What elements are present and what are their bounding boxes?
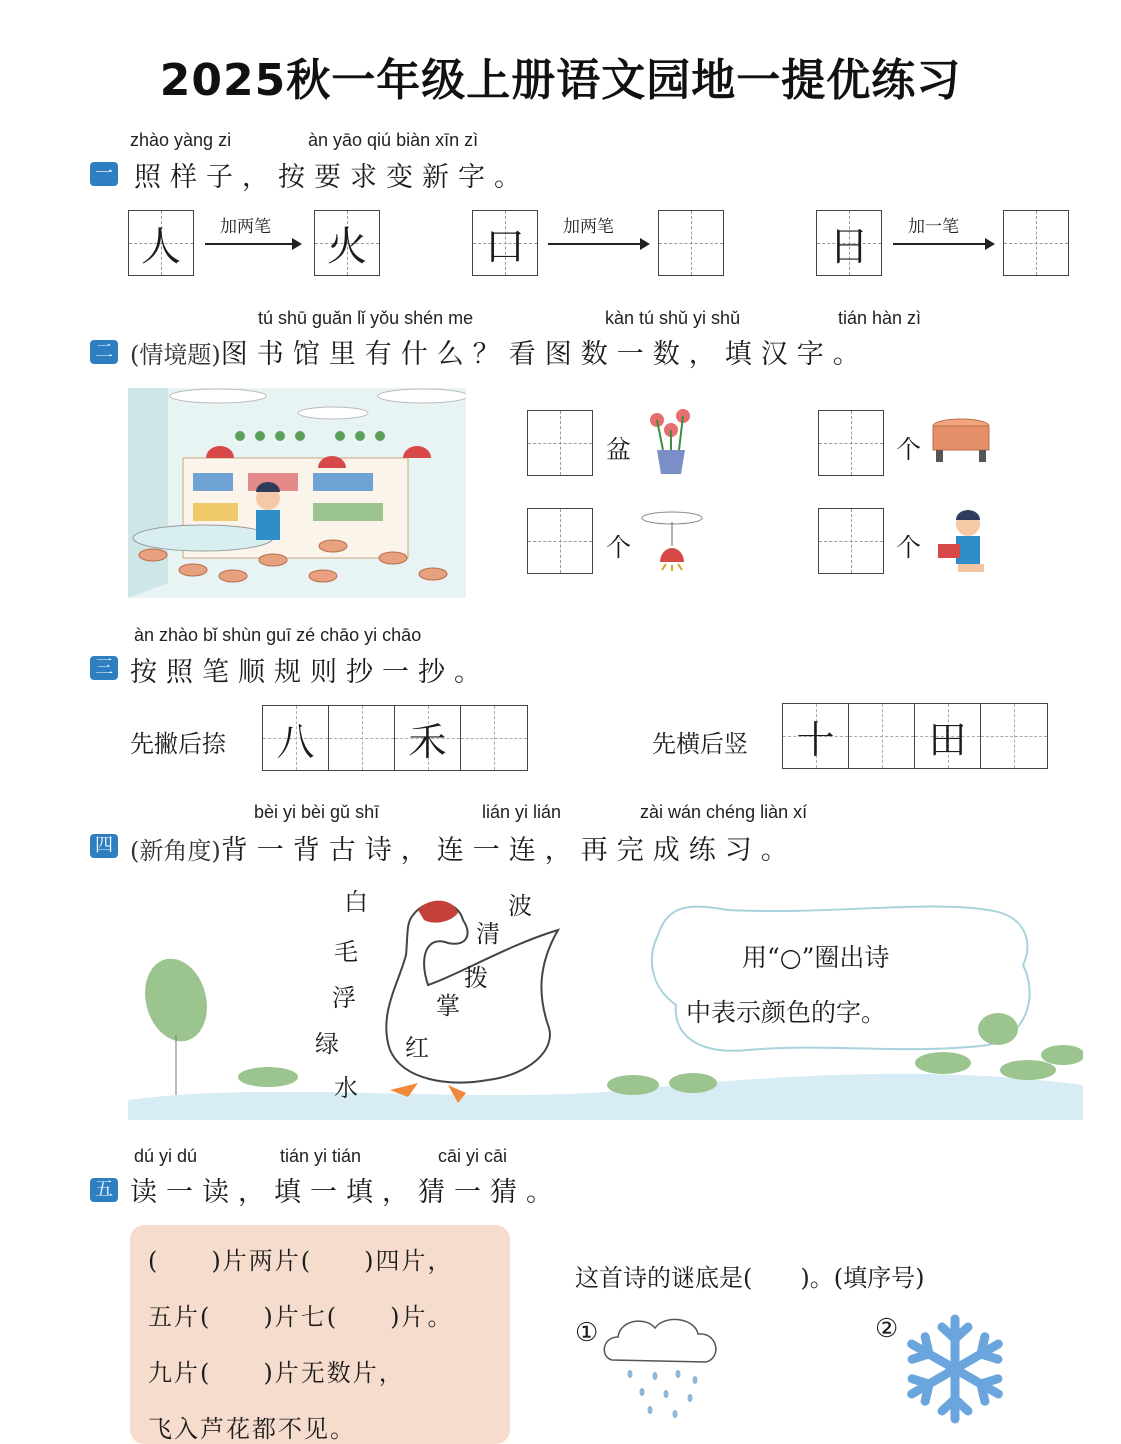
answer-box[interactable] bbox=[1003, 210, 1069, 276]
writing-cell[interactable] bbox=[849, 704, 915, 768]
pinyin: lián yi lián bbox=[482, 802, 562, 822]
stool-icon bbox=[930, 418, 992, 468]
riddle-question: 这首诗的谜底是( )。(填序号) bbox=[575, 1264, 925, 1292]
goose-pond-illustration bbox=[128, 875, 1083, 1120]
question-tag: (新角度) bbox=[130, 837, 221, 865]
op-label: 加两笔 bbox=[563, 217, 614, 237]
option-number: ① bbox=[575, 1318, 599, 1348]
section-badge-5: 五 bbox=[90, 1178, 118, 1202]
measure-word: 盆 bbox=[606, 435, 632, 464]
section-badge-4: 四 bbox=[90, 834, 118, 858]
boy-reading-icon bbox=[930, 508, 990, 576]
question-tag: (情境题) bbox=[130, 341, 221, 369]
pinyin: tú shū guǎn lǐ yǒu shén me bbox=[258, 308, 474, 328]
answer-box[interactable] bbox=[818, 410, 884, 476]
char-box bbox=[472, 210, 538, 276]
poem-line: 九片( )片无数片， bbox=[148, 1359, 405, 1387]
char: 日 bbox=[829, 223, 869, 270]
writing-grid: 十 田 bbox=[782, 703, 1048, 769]
char: 火 bbox=[327, 223, 367, 270]
poem-char[interactable]: 清 bbox=[476, 920, 500, 948]
flower-pot-icon bbox=[643, 406, 699, 476]
poem-char[interactable]: 毛 bbox=[334, 938, 358, 966]
poem-char[interactable]: 拨 bbox=[464, 964, 488, 992]
poem-char[interactable]: 白 bbox=[344, 888, 368, 916]
op-label: 加一笔 bbox=[908, 217, 959, 237]
char-box bbox=[314, 210, 380, 276]
section-badge-2: 二 bbox=[90, 340, 118, 364]
poem-line: ( )片两片( )四片， bbox=[148, 1247, 454, 1275]
bubble-text: 用“○”圈出诗 bbox=[742, 943, 890, 972]
pinyin: tián yi tián bbox=[280, 1146, 362, 1166]
char: 人 bbox=[141, 223, 181, 270]
question-body: 图书馆里有什么？看图数一数，填汉字。 bbox=[220, 339, 869, 370]
pinyin: zài wán chéng liàn xí bbox=[640, 802, 808, 822]
snowflake-icon[interactable] bbox=[903, 1310, 1007, 1428]
op-label: 加两笔 bbox=[220, 217, 271, 237]
cloud-rain-icon[interactable] bbox=[600, 1312, 725, 1422]
char-box bbox=[816, 210, 882, 276]
page-title: 2025秋一年级上册语文园地一提优练习 bbox=[159, 55, 962, 106]
poem-char[interactable]: 掌 bbox=[436, 992, 460, 1020]
poem-char[interactable]: 浮 bbox=[332, 984, 356, 1012]
question-text-3: 按照笔顺规则抄一抄。 bbox=[130, 657, 490, 688]
question-body: 背一背古诗，连一连，再完成练习。 bbox=[220, 835, 797, 866]
riddle-poem-card bbox=[130, 1225, 510, 1444]
writing-cell[interactable] bbox=[461, 706, 527, 770]
ceiling-lamp-icon bbox=[640, 510, 704, 572]
rule-label: 先撇后捺 bbox=[130, 730, 226, 758]
question-text-4 bbox=[130, 828, 797, 867]
section-badge-1: 一 bbox=[90, 162, 118, 186]
section-badge-3: 三 bbox=[90, 656, 118, 680]
library-scene-illustration bbox=[128, 388, 466, 598]
pinyin: àn yāo qiú biàn xīn zì bbox=[308, 130, 479, 150]
writing-grid: 八 禾 bbox=[262, 705, 528, 771]
answer-box[interactable] bbox=[818, 508, 884, 574]
answer-box[interactable] bbox=[658, 210, 724, 276]
writing-cell[interactable] bbox=[981, 704, 1047, 768]
measure-word: 个 bbox=[896, 435, 922, 464]
question-text-2 bbox=[130, 332, 869, 371]
pinyin: cāi yi cāi bbox=[438, 1146, 508, 1166]
pinyin: zhào yàng zi bbox=[130, 130, 232, 150]
arrow-icon bbox=[548, 243, 648, 245]
poem-char[interactable]: 红 bbox=[405, 1034, 429, 1062]
poem-char[interactable]: 波 bbox=[508, 892, 532, 920]
writing-cell[interactable] bbox=[329, 706, 395, 770]
arrow-icon bbox=[893, 243, 993, 245]
poem-char[interactable]: 绿 bbox=[315, 1030, 339, 1058]
poem-line: 飞入芦花都不见。 bbox=[148, 1415, 356, 1443]
measure-word: 个 bbox=[606, 533, 632, 562]
option-number: ② bbox=[875, 1314, 899, 1344]
char: 口 bbox=[485, 223, 525, 270]
poem-char[interactable]: 水 bbox=[334, 1074, 358, 1102]
measure-word: 个 bbox=[896, 533, 922, 562]
poem-line: 五片( )片七( )片。 bbox=[148, 1303, 454, 1331]
rule-label: 先横后竖 bbox=[652, 730, 748, 758]
bubble-text: 中表示颜色的字。 bbox=[686, 998, 887, 1027]
pinyin: tián hàn zì bbox=[838, 308, 922, 328]
pinyin: dú yi dú bbox=[134, 1146, 198, 1166]
pinyin: àn zhào bǐ shùn guī zé chāo yi chāo bbox=[134, 625, 422, 645]
char-box bbox=[128, 210, 194, 276]
answer-box[interactable] bbox=[527, 410, 593, 476]
question-text-1: 照样子，按要求变新字。 bbox=[134, 162, 530, 193]
pinyin: kàn tú shǔ yi shǔ bbox=[605, 308, 741, 328]
question-text-5: 读一读，填一填，猜一猜。 bbox=[130, 1177, 562, 1208]
arrow-icon bbox=[205, 243, 300, 245]
answer-box[interactable] bbox=[527, 508, 593, 574]
pinyin: bèi yi bèi gǔ shī bbox=[254, 802, 380, 822]
